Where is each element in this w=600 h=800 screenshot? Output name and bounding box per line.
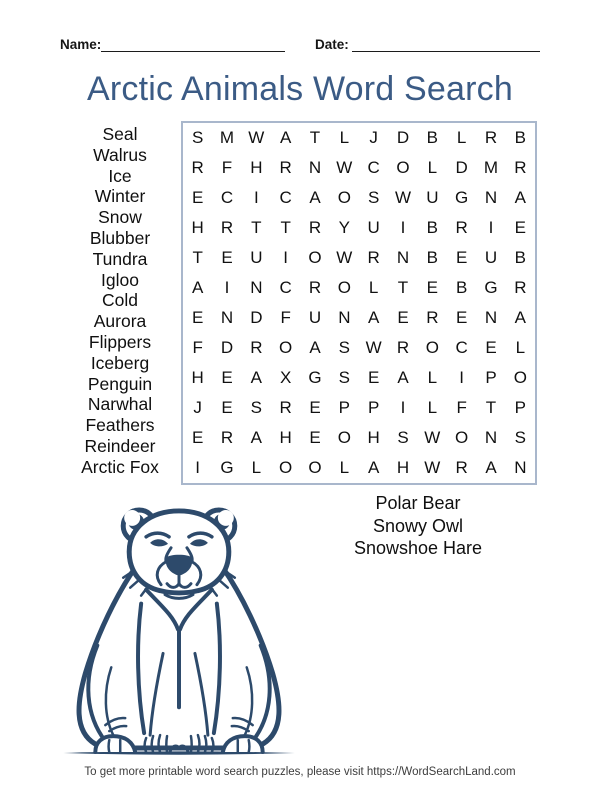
grid-cell: R — [308, 218, 322, 237]
grid-cell: Y — [338, 218, 350, 237]
grid-cell: P — [514, 398, 526, 417]
grid-cell: R — [220, 218, 234, 237]
grid-cell: R — [308, 278, 322, 297]
grid-cell: W — [336, 158, 353, 177]
word-list-item: Winter — [94, 186, 146, 207]
date-blank-line — [352, 36, 540, 52]
grid-cell: R — [484, 128, 498, 147]
word-list-item: Tundra — [92, 248, 148, 269]
grid-cell: F — [192, 338, 203, 357]
grid-cell: L — [515, 338, 526, 357]
grid-cell: T — [309, 128, 321, 147]
grid-cell: A — [514, 308, 526, 327]
grid-cell: A — [250, 428, 262, 447]
grid-cell: W — [424, 458, 441, 477]
grid-cell: E — [191, 308, 204, 327]
grid-cell: W — [365, 338, 382, 357]
grid-cell: E — [191, 428, 204, 447]
grid-cell: O — [337, 278, 351, 297]
word-list-item: Ice — [108, 165, 132, 186]
grid-cell: T — [192, 248, 203, 267]
grid-cell: O — [396, 158, 410, 177]
grid-cell: P — [367, 398, 380, 417]
grid-cell: D — [250, 308, 263, 327]
word-list-item: Flippers — [88, 331, 152, 352]
grid-cell: A — [485, 458, 497, 477]
grid-cell: R — [396, 338, 410, 357]
grid-cell: E — [367, 368, 380, 387]
grid-cell: N — [308, 158, 322, 177]
grid-cell: A — [191, 278, 204, 297]
grid-cell: S — [514, 428, 526, 447]
grid-cell: F — [456, 398, 467, 417]
grid-cell: W — [394, 188, 412, 207]
grid-cell: A — [514, 188, 526, 207]
grid-cell: N — [484, 308, 498, 327]
grid-cell: C — [455, 338, 468, 357]
grid-cell: C — [367, 158, 380, 177]
grid-cell: L — [251, 458, 262, 477]
name-label: Name: — [60, 37, 102, 52]
grid-cell: M — [483, 158, 499, 177]
grid-cell: C — [279, 278, 292, 297]
polar-bear-line-art — [47, 496, 311, 760]
word-list-item: Penguin — [87, 373, 153, 394]
grid-cell: A — [279, 128, 292, 147]
grid-cell: S — [191, 128, 204, 147]
grid-cell: R — [426, 308, 439, 327]
grid-cell: U — [484, 248, 498, 267]
grid-cell: O — [308, 458, 322, 477]
grid-cell: A — [309, 338, 321, 357]
grid-cell: D — [396, 128, 410, 147]
grid-cell: A — [250, 368, 262, 387]
grid-cell: N — [250, 278, 263, 297]
word-list — [45, 124, 195, 478]
word-list-item: Reindeer — [84, 435, 156, 456]
extra-word-list — [318, 492, 518, 560]
grid-cell: S — [338, 338, 350, 357]
grid-cell: E — [455, 248, 468, 267]
grid-cell: G — [220, 458, 234, 477]
word-list-item: Blubber — [89, 227, 151, 248]
grid-cell: S — [250, 398, 262, 417]
grid-cell: R — [279, 398, 292, 417]
grid-cell: R — [455, 218, 468, 237]
grid-cell: J — [369, 128, 378, 147]
grid-cell: I — [400, 218, 406, 237]
grid-cell: E — [309, 428, 321, 447]
grid-cell: H — [279, 428, 292, 447]
grid-cell: M — [219, 128, 235, 147]
grid-cell: A — [397, 368, 409, 387]
extra-word-item: Snowy Owl — [372, 515, 464, 536]
grid-cell: F — [280, 308, 291, 327]
word-list-item: Arctic Fox — [81, 456, 159, 477]
word-list-item: Igloo — [101, 269, 139, 290]
grid-cell: B — [514, 128, 526, 147]
page-title: Arctic Animals Word Search — [87, 70, 513, 108]
grid-cell: R — [279, 158, 292, 177]
grid-cell: R — [191, 158, 204, 177]
grid-cell: U — [367, 218, 380, 237]
grid-cell: N — [484, 428, 498, 447]
grid-cell: N — [484, 188, 498, 207]
grid-cell: P — [485, 368, 497, 387]
grid-cell: W — [424, 428, 441, 447]
extra-word-item: Polar Bear — [375, 493, 461, 513]
grid-cell: B — [455, 278, 468, 297]
grid-cell: I — [459, 368, 465, 387]
grid-cell: E — [221, 368, 233, 387]
grid-cell: L — [427, 368, 438, 387]
grid-cell: O — [337, 428, 351, 447]
grid-cell: B — [426, 128, 438, 147]
grid-cell: H — [367, 428, 380, 447]
grid-cell: J — [193, 398, 202, 417]
grid-cell: E — [221, 248, 233, 267]
grid-cell: L — [427, 158, 438, 177]
grid-cell: E — [485, 338, 497, 357]
word-list-item: Iceberg — [90, 352, 150, 373]
grid-cell: T — [280, 218, 291, 237]
grid-cell: G — [455, 188, 469, 207]
grid-cell: A — [309, 188, 321, 207]
date-label: Date: — [315, 37, 349, 52]
grid-cell: H — [250, 158, 263, 177]
name-blank-line — [101, 36, 285, 52]
grid-cell: D — [455, 158, 468, 177]
word-list-item: Aurora — [93, 311, 147, 332]
grid-cell: R — [514, 278, 527, 297]
grid-cell: E — [221, 398, 233, 417]
grid-cell: O — [308, 248, 322, 267]
grid-cell: O — [337, 188, 351, 207]
grid-cell: O — [455, 428, 469, 447]
grid-cell: T — [397, 278, 409, 297]
grid-cell: C — [279, 188, 292, 207]
grid-cell: A — [367, 458, 380, 477]
grid-cell: E — [397, 308, 409, 327]
puzzle-grid — [181, 121, 537, 485]
grid-cell: I — [195, 458, 201, 477]
grid-cell: S — [397, 428, 409, 447]
grid-cell: T — [251, 218, 262, 237]
grid-cell: X — [279, 368, 292, 387]
grid-cell: H — [191, 218, 204, 237]
grid-cell: T — [485, 398, 497, 417]
word-list-item: Seal — [102, 124, 138, 144]
grid-cell: D — [220, 338, 234, 357]
grid-cell: I — [224, 278, 230, 297]
grid-cell: R — [455, 458, 468, 477]
word-list-item: Snow — [98, 207, 142, 228]
grid-cell: I — [283, 248, 289, 267]
grid-cell: I — [253, 188, 259, 207]
grid-cell: L — [339, 458, 350, 477]
word-list-item: Feathers — [85, 415, 155, 436]
grid-cell: I — [488, 218, 494, 237]
grid-cell: E — [191, 188, 204, 207]
grid-cell: R — [514, 158, 527, 177]
grid-cell: O — [513, 368, 527, 387]
grid-cell: P — [338, 398, 350, 417]
grid-cell: R — [220, 428, 234, 447]
grid-cell: F — [221, 158, 233, 177]
grid-cell: N — [396, 248, 410, 267]
grid-cell: U — [426, 188, 439, 207]
grid-cell: O — [279, 338, 293, 357]
grid-cell: N — [514, 458, 527, 477]
grid-cell: B — [426, 248, 438, 267]
grid-cell: B — [514, 248, 526, 267]
grid-cell: B — [426, 218, 438, 237]
word-list-item: Narwhal — [87, 394, 153, 415]
grid-cell: C — [220, 188, 234, 207]
grid-cell: U — [308, 308, 322, 327]
grid-cell: G — [484, 278, 498, 297]
grid-cell: S — [367, 188, 380, 207]
grid-cell: G — [308, 368, 322, 387]
grid-cell: H — [191, 368, 204, 387]
grid-cell: E — [455, 308, 468, 327]
grid-cell: S — [338, 368, 350, 387]
grid-cell: E — [426, 278, 438, 297]
footer-text: To get more printable word search puzzles, please visit https://WordSearchLand.com — [84, 766, 516, 778]
grid-cell: I — [400, 398, 406, 417]
polar-bear-illustration — [47, 496, 311, 760]
grid-cell: E — [309, 398, 321, 417]
grid-cell: H — [396, 458, 410, 477]
grid-cell: W — [336, 248, 353, 267]
grid-cell: N — [338, 308, 351, 327]
word-list-item: Walrus — [93, 144, 147, 165]
grid-cell: U — [250, 248, 263, 267]
grid-cell: R — [367, 248, 380, 267]
grid-cell: L — [339, 128, 350, 147]
grid-cell: L — [456, 128, 467, 147]
word-list-item: Cold — [102, 290, 138, 311]
grid-cell: R — [250, 338, 263, 357]
grid-cell: O — [279, 458, 293, 477]
grid-cell: W — [248, 128, 265, 147]
extra-word-item: Snowshoe Hare — [353, 538, 483, 558]
grid-cell: L — [368, 278, 379, 297]
grid-cell: N — [220, 308, 234, 327]
grid-cell: E — [514, 218, 526, 237]
grid-cell: O — [425, 338, 439, 357]
grid-cell: L — [427, 398, 438, 417]
grid-cell: A — [367, 308, 380, 327]
